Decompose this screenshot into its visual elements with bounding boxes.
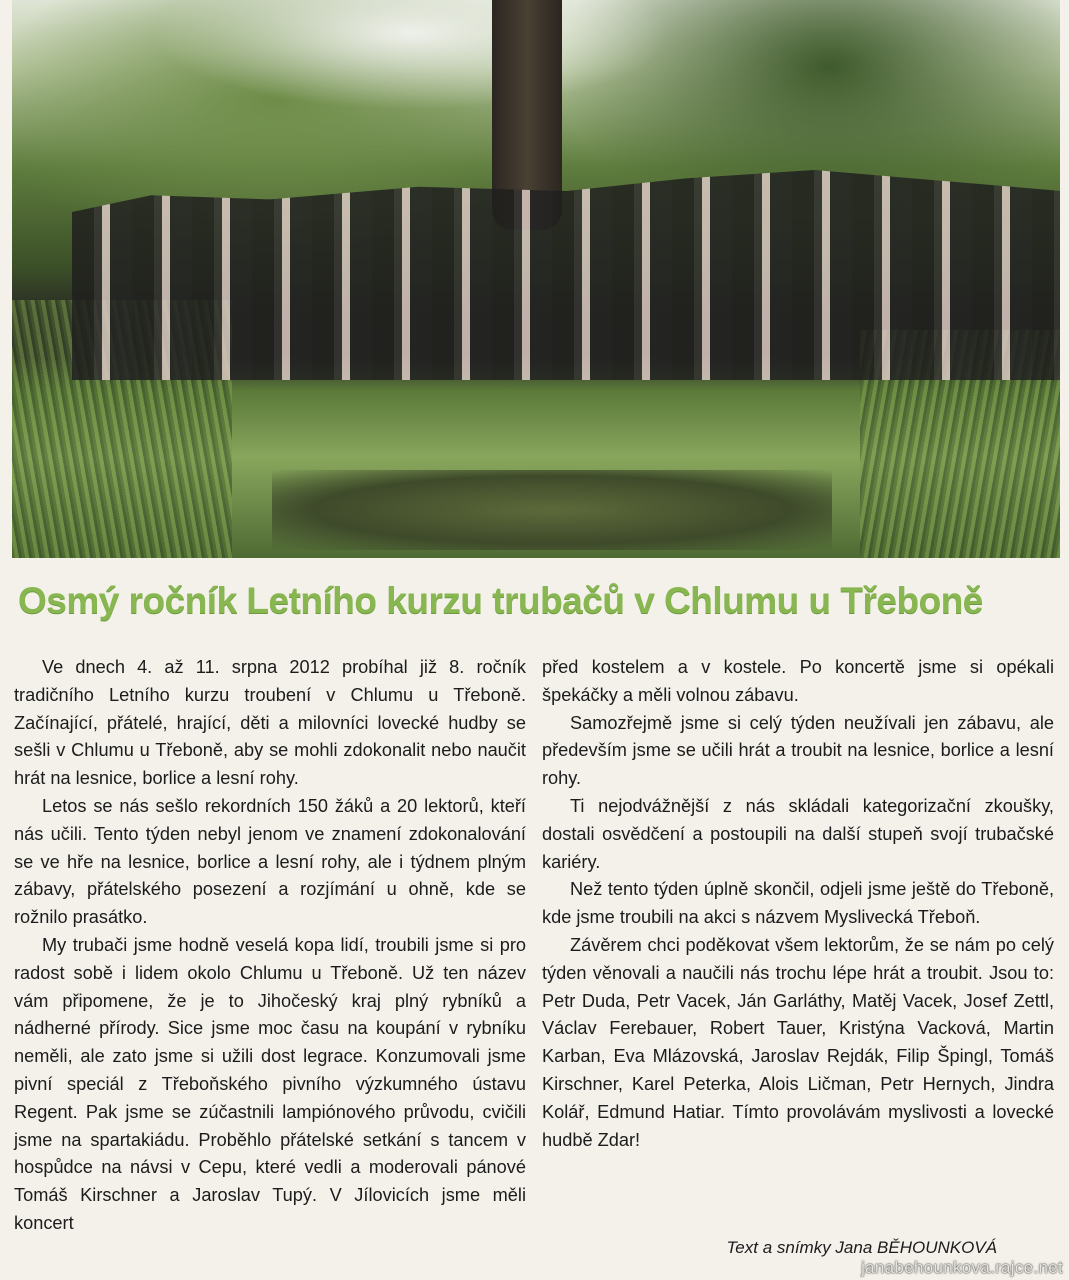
paragraph: Samozřejmě jsme si celý týden neužívali jen zábavu, ale především jsme se učili hrát a troubit na lesnice, borlice a lesní rohy. xyxy=(542,712,1054,789)
author-credit: Text a snímky Jana BĚHOUNKOVÁ xyxy=(726,1238,997,1257)
paragraph: Závěrem chci poděkovat všem lektorům, že se nám po celý týden věnovali a naučili nás trochu lépe hrát a troubit. Jsou to: Petr Duda, Petr Vacek, Ján Garláthy, Matěj Vacek, Josef Zettl, Václav Ferebauer, Robert Tauer, Kristýna Vacková, Martin Karban, Eva Mlázovská, Jaroslav Rejdák, Filip Špingl, Tomáš Kirschner, Karel Peterka, Alois Ličman, Petr Hernych, Jindra Kolář, Edmund Hatiar. Tímto provolávám myslivosti a lovecké hudbě Zdar! xyxy=(542,934,1054,1150)
article-photo-horn-players-outdoors xyxy=(12,0,1060,558)
paragraph: před kostelem a v kostele. Po koncertě jsme si opékali špekáčky a měli volnou zábavu. xyxy=(542,657,1054,705)
article-headline: Osmý ročník Letního kurzu trubačů v Chlumu u Třeboně xyxy=(18,580,983,621)
right-column xyxy=(542,654,1054,1244)
paragraph: Než tento týden úplně skončil, odjeli jsme ještě do Třeboně, kde jsme troubili na akci s názvem Myslivecká Třeboň. xyxy=(542,879,1054,928)
photo-sky xyxy=(152,0,672,110)
paragraph: Letos se nás sešlo rekordních 150 žáků a 20 lektorů, kteří nás učili. Tento týden nebyl jenom ve znamení zdokonalování se ve hře na lesnice, borlice a lesní rohy, ale i týdnem plným zábavy, přátelského posezení a rozjímání u ohně, kde se rožnilo prasátko. xyxy=(14,795,526,928)
photo-pond xyxy=(272,470,832,550)
paragraph: Ve dnech 4. až 11. srpna 2012 probíhal již 8. ročník tradičního Letního kurzu troubení v Chlumu u Třeboně. Začínající, přátelé, hrající, děti a milovníci lovecké hudby se sešli v Chlumu u Třeboně, aby se mohli zdokonalit nebo naučit hrát na lesnice, borlice a lesní rohy. xyxy=(14,657,526,789)
left-column xyxy=(14,654,526,1244)
article-body xyxy=(14,654,1054,1244)
watermark: janabehounkova.rajce.net xyxy=(861,1258,1063,1277)
paragraph: Ti nejodvážnější z nás skládali kategorizační zkoušky, dostali osvědčení a postoupili na další stupeň svojí trubačské kariéry. xyxy=(542,795,1054,872)
paragraph: My trubači jsme hodně veselá kopa lidí, troubili jsme si pro radost sobě i lidem okolo Chlumu u Třeboně. Už ten název vám připomene, že je to Jihočeský kraj plný rybníků a nádherné přírody. Sice jsme moc času na koupání v rybníku neměli, ale zato jsme si užili dost legrace. Konzumovali jsme pivní speciál z Třeboňského pivního výzkumného ústavu Regent. Pak jsme se zúčastnili lampiónového průvodu, cvičili jsme na spartakiádu. Proběhlo přátelské setkání s tancem v hospůdce na návsi v Cepu, které vedli a moderovali pánové Tomáš Kirschner a Jaroslav Tupý. V Jílovicích jsme měli koncert xyxy=(14,934,526,1233)
photo-crowd-of-musicians xyxy=(72,170,1060,380)
